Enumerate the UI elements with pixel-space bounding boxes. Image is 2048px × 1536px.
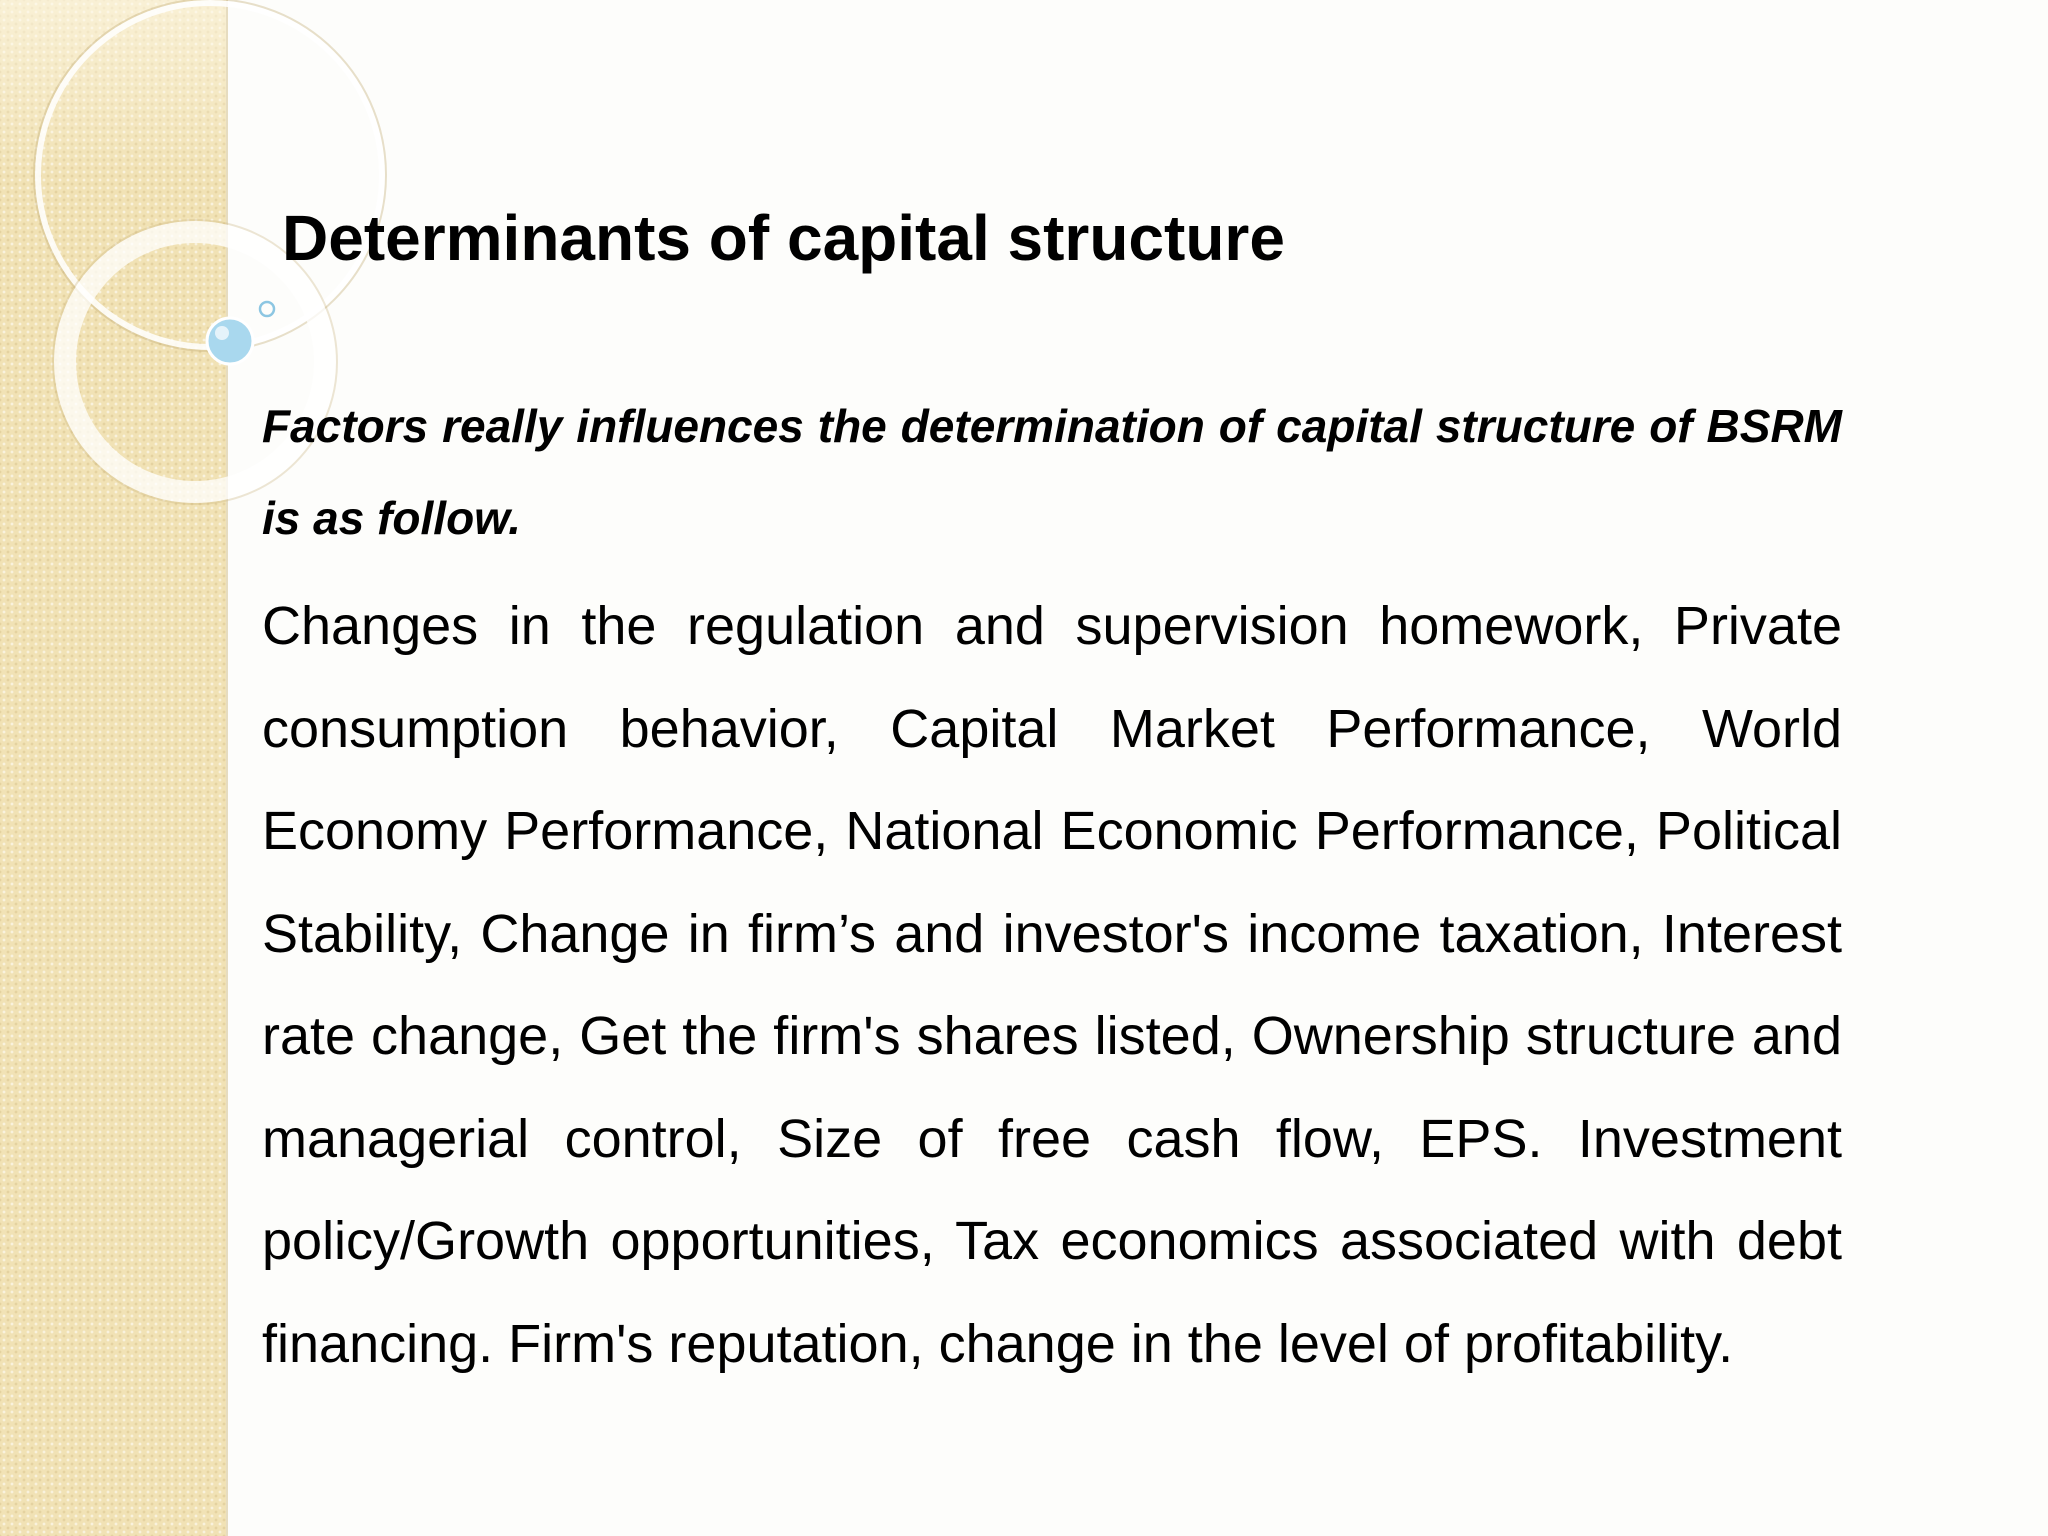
decorative-sidebar [0, 0, 228, 1536]
slide-subtitle: Factors really influences the determination of capital structure of BSRM is as follow. [262, 400, 1842, 544]
bubble-small-icon [260, 302, 274, 316]
slide-title: Determinants of capital structure [282, 202, 1285, 274]
slide-body-text: Changes in the regulation and supervision homework, Private consumption behavior, Capital Market Performance, World Economy Performance, National Economic Performance, Political Stability, Change in firm’s and investor's income taxation, Interest rate change, Get the firm's shares listed, Ownership structure and managerial control, Size of free cash flow, EPS. Investment policy/Growth opportunities, Tax economics associated with debt financing. Firm's reputation, change in the level of profitability. [262, 596, 1842, 1374]
sidebar-highlight [0, 0, 226, 180]
